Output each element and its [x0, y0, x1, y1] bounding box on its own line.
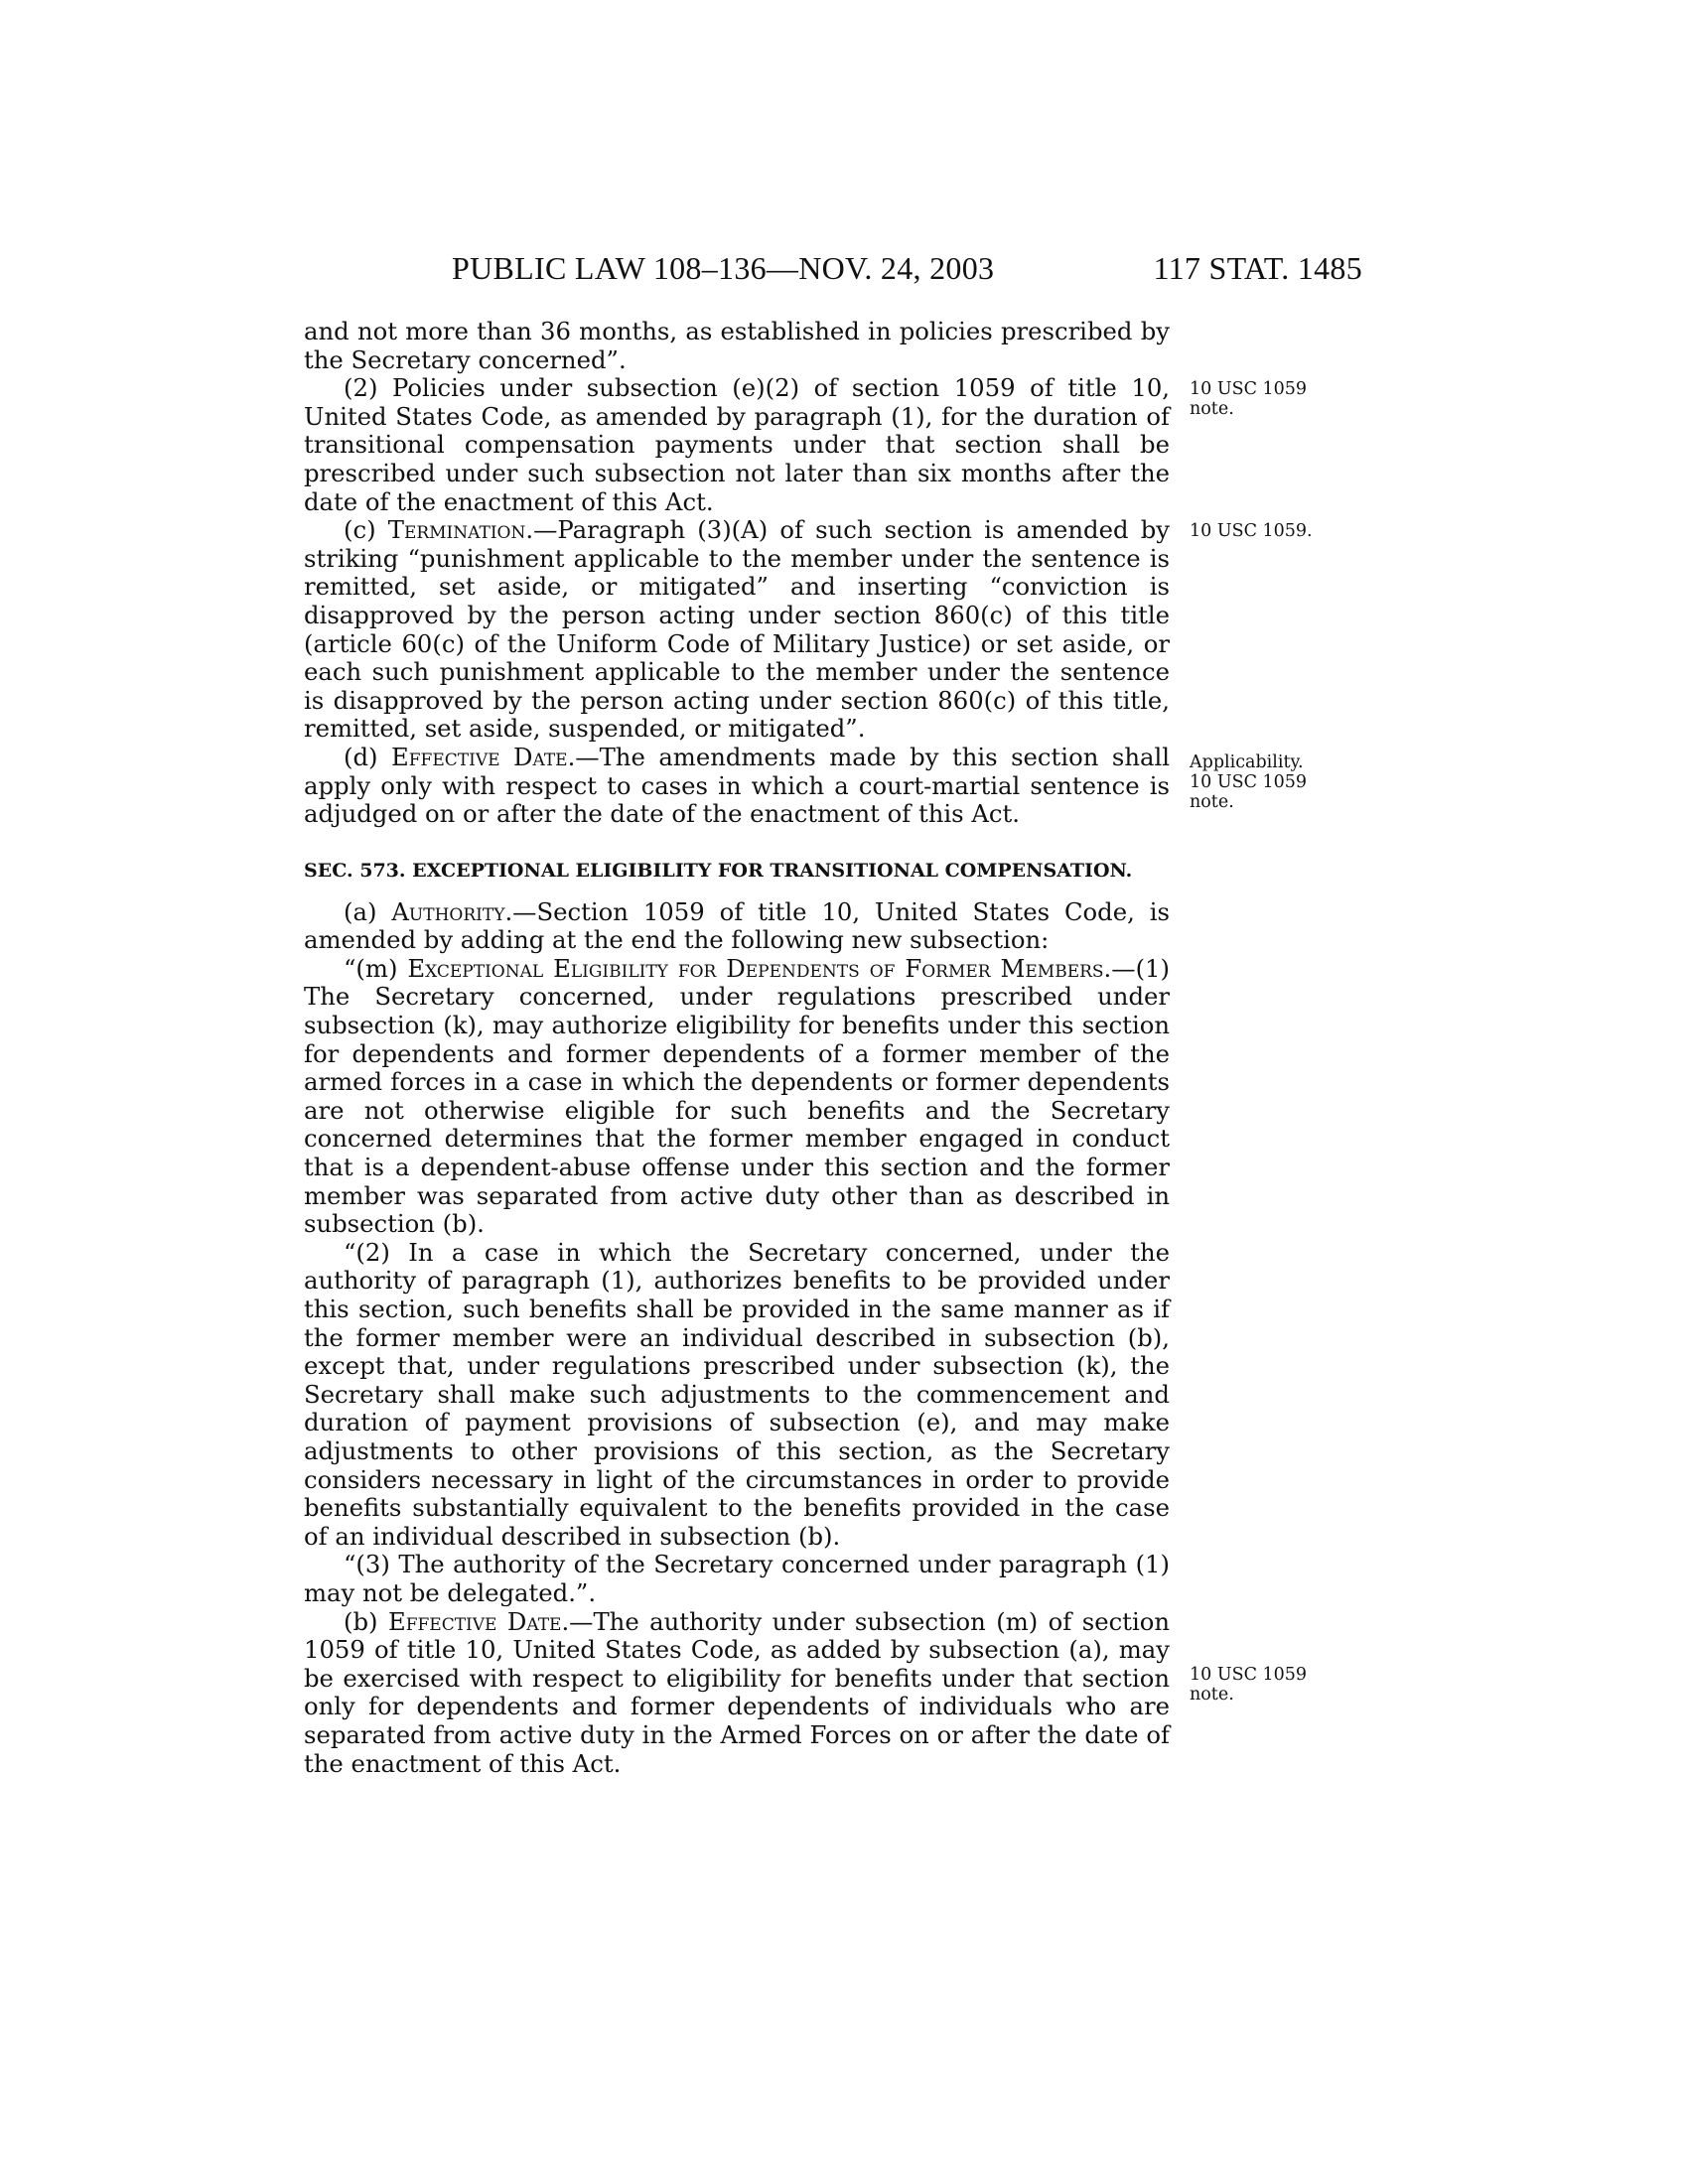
- paragraph-heading: Effective Date: [387, 1606, 562, 1636]
- margin-note-line: Applicability.: [1190, 752, 1304, 772]
- paragraph-termination: [304, 516, 1170, 744]
- margin-note-usc-note: [1190, 379, 1338, 419]
- stat-page-number: 117 STAT. 1485: [1153, 250, 1362, 286]
- paragraph-label: (a): [344, 896, 392, 926]
- paragraph-heading: Authority: [391, 896, 505, 926]
- paragraph-effective-date-b: [304, 1608, 1170, 1779]
- paragraph-benefits-manner: “(2) In a case in which the Secretary concerned, under the authority of paragraph (1), authorizes benefits to be provided under this section, such benefits shall be provided in the same manner as if the former member were an individual described in subsection (b), except that, under regulations prescribed under subsection (k), the Secretary shall make such adjustments to the commencement and duration of payment provisions of subsection (e), and may make adjustments to other provisions of this section, as the Secretary considers necessary in light of the circumstances in order to provide benefits substantially equivalent to the benefits provided in the case of an individual described in subsection (b).: [304, 1237, 1170, 1551]
- paragraph-exceptional-eligibility: [304, 955, 1170, 1239]
- paragraph-text: .—The authority under subsection (m) of section 1059 of title 10, United States Code, as added by subsection (a), may be exercised with respect to eligibility for benefits under that section only for dependents and former dependents of individuals who are separated from active duty in the Armed Forces on or after the date of the enactment of this Act.: [304, 1606, 1170, 1778]
- paragraph-text: .—Section 1059 of title 10, United States Code, is amended by adding at the end the following new subsection:: [304, 896, 1170, 955]
- margin-note-line: 10 USC 1059: [1190, 772, 1308, 792]
- margin-note-line: 10 USC 1059.: [1190, 521, 1313, 541]
- paragraph-continuation: and not more than 36 months, as established in policies prescribed by the Secretary concerned”.: [304, 317, 1170, 374]
- margin-note-usc: [1190, 521, 1338, 541]
- paragraph-no-delegation: “(3) The authority of the Secretary concerned under paragraph (1) may not be delegated.”.: [304, 1550, 1170, 1607]
- page-body: [304, 318, 1170, 1778]
- paragraph-text: .—The amendments made by this section shall apply only with respect to cases in which a court-martial sentence is adjudged on or after the date of the enactment of this Act.: [304, 742, 1170, 829]
- paragraph-policies: (2) Policies under subsection (e)(2) of section 1059 of title 10, United States Code, as amended by paragraph (1), for the duration of transitional compensation payments under that section shall be prescribed under such subsection not later than six months after the date of the enactment of this Act.: [304, 373, 1170, 516]
- paragraph-heading: Termination: [387, 515, 526, 545]
- margin-note-line: 10 USC 1059: [1190, 1665, 1308, 1685]
- paragraph-label: (d): [344, 742, 392, 771]
- paragraph-heading: Effective Date: [391, 742, 568, 771]
- section-heading: SEC. 573. EXCEPTIONAL ELIGIBILITY FOR TRANSITIONAL COMPENSATION.: [304, 859, 1133, 882]
- margin-note-line: note.: [1190, 399, 1234, 419]
- paragraph-label: (b): [344, 1606, 388, 1636]
- paragraph-text: .—(1) The Secretary concerned, under regulations prescribed under subsection (k), may authorize eligibility for benefits under this section for dependents and former dependents of a former member of the armed forces in a case in which the dependents or former dependents are not otherwise eligible for such benefits and the Secretary concerned determines that the former member engaged in conduct that is a dependent-abuse offense under this section and the former member was separated from active duty other than as described in subsection (b).: [304, 953, 1170, 1239]
- paragraph-label: (c): [344, 515, 388, 545]
- paragraph-text: .—Paragraph (3)(A) of such section is amended by striking “punishment applicable to the member under the sentence is remitted, set aside, or mitigated” and inserting “conviction is disapproved by the person acting under section 860(c) of this title (article 60(c) of the Uniform Code of Military Justice) or set aside, or each such punishment applicable to the member under the sentence is disapproved by the person acting under section 860(c) of this title, remitted, set aside, suspended, or mitigated”.: [304, 515, 1170, 744]
- margin-note-line: note.: [1190, 1685, 1234, 1705]
- running-head: PUBLIC LAW 108–136—NOV. 24, 2003: [452, 250, 995, 286]
- paragraph-authority: [304, 898, 1170, 955]
- paragraph-effective-date: [304, 744, 1170, 829]
- margin-note-line: note.: [1190, 792, 1234, 812]
- paragraph-heading: Exceptional Eligibility for Dependents of Former Members: [407, 953, 1104, 983]
- paragraph-label: “(m): [344, 953, 408, 983]
- margin-note-line: 10 USC 1059: [1190, 379, 1308, 399]
- page-header: [452, 250, 1362, 290]
- margin-note-applicability: [1190, 752, 1338, 812]
- margin-note-usc-note-2: [1190, 1665, 1338, 1705]
